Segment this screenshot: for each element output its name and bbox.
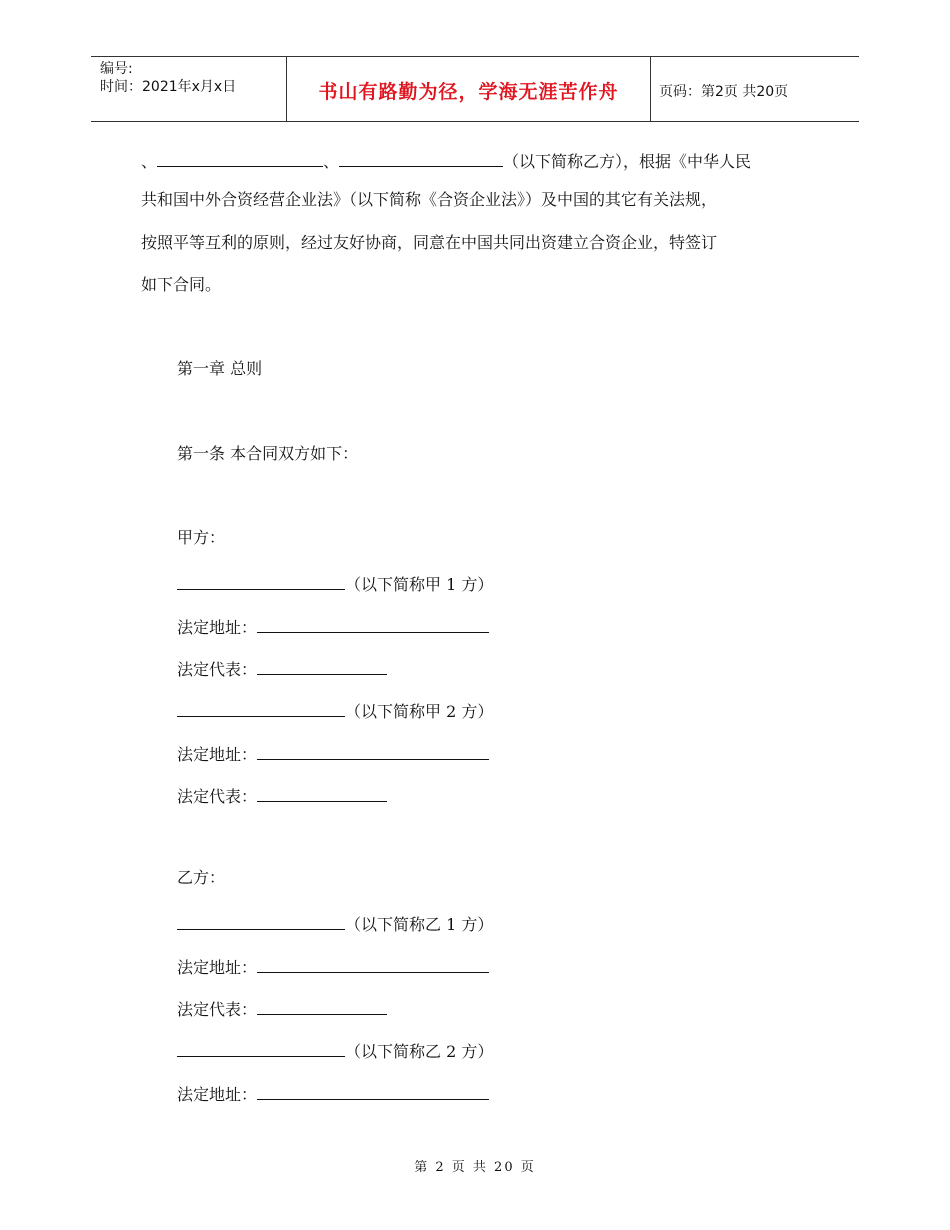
address-blank	[257, 1081, 489, 1100]
representative-label: 法定代表：	[177, 660, 258, 679]
address-label: 法定地址：	[177, 618, 258, 637]
party-a1-name-line	[177, 571, 493, 595]
party-name-blank	[177, 698, 345, 717]
party-a2-name-line	[177, 698, 493, 722]
party-name-blank	[177, 911, 345, 930]
address-blank	[257, 954, 489, 973]
header-page-info: 页码：第2页 共20页	[659, 84, 789, 100]
address-label: 法定地址：	[177, 958, 258, 977]
intro-line-3: 按照平等互利的原则，经过友好协商，同意在中国共同出资建立合资企业，特签订	[141, 233, 718, 252]
address-blank	[257, 741, 489, 760]
party-alias-text: （以下简称乙 1 方）	[345, 915, 494, 934]
party-alias-text: （以下简称甲 2 方）	[345, 702, 494, 721]
address-label: 法定地址：	[177, 1085, 258, 1104]
party-b1-address-line	[177, 954, 489, 978]
party-b2-name-line	[177, 1038, 493, 1062]
party-b-heading: 乙方：	[177, 868, 226, 887]
party-name-blank	[157, 148, 323, 167]
representative-blank	[257, 783, 387, 802]
party-a2-rep-line	[177, 783, 387, 807]
party-name-blank	[177, 571, 345, 590]
header-divider	[650, 57, 651, 121]
intro-separator: 、	[141, 152, 158, 171]
article-heading: 第一条 本合同双方如下：	[177, 444, 359, 463]
representative-label: 法定代表：	[177, 787, 258, 806]
party-a-heading: 甲方：	[177, 528, 226, 547]
party-alias-text: （以下简称甲 1 方）	[345, 575, 494, 594]
header-meta	[100, 60, 236, 96]
party-a2-address-line	[177, 741, 489, 765]
intro-separator: 、	[323, 152, 340, 171]
party-a1-rep-line	[177, 656, 387, 680]
page-footer: 第 2 页 共 20 页	[414, 1160, 536, 1175]
representative-label: 法定代表：	[177, 1000, 258, 1019]
party-b2-address-line	[177, 1081, 489, 1105]
party-b1-rep-line	[177, 996, 387, 1020]
party-name-blank	[177, 1038, 345, 1057]
representative-blank	[257, 656, 387, 675]
representative-blank	[257, 996, 387, 1015]
header-motto: 书山有路勤为径，学海无涯苦作舟	[318, 81, 619, 103]
chapter-heading: 第一章 总则	[177, 359, 263, 378]
party-name-blank	[339, 148, 503, 167]
intro-text: （以下简称乙方），根据《中华人民	[503, 152, 752, 171]
party-a1-address-line	[177, 614, 489, 638]
intro-line-1	[141, 148, 751, 172]
party-b1-name-line	[177, 911, 493, 935]
address-label: 法定地址：	[177, 745, 258, 764]
intro-line-2: 共和国中外合资经营企业法》（以下简称《合资企业法》）及中国的其它有关法规，	[141, 190, 718, 209]
intro-line-4: 如下合同。	[141, 275, 222, 294]
page-header	[91, 56, 859, 122]
date-label: 时间：2021年x月x日	[100, 79, 237, 95]
address-blank	[257, 614, 489, 633]
serial-number-label: 编号:	[100, 61, 133, 77]
party-alias-text: （以下简称乙 2 方）	[345, 1042, 494, 1061]
